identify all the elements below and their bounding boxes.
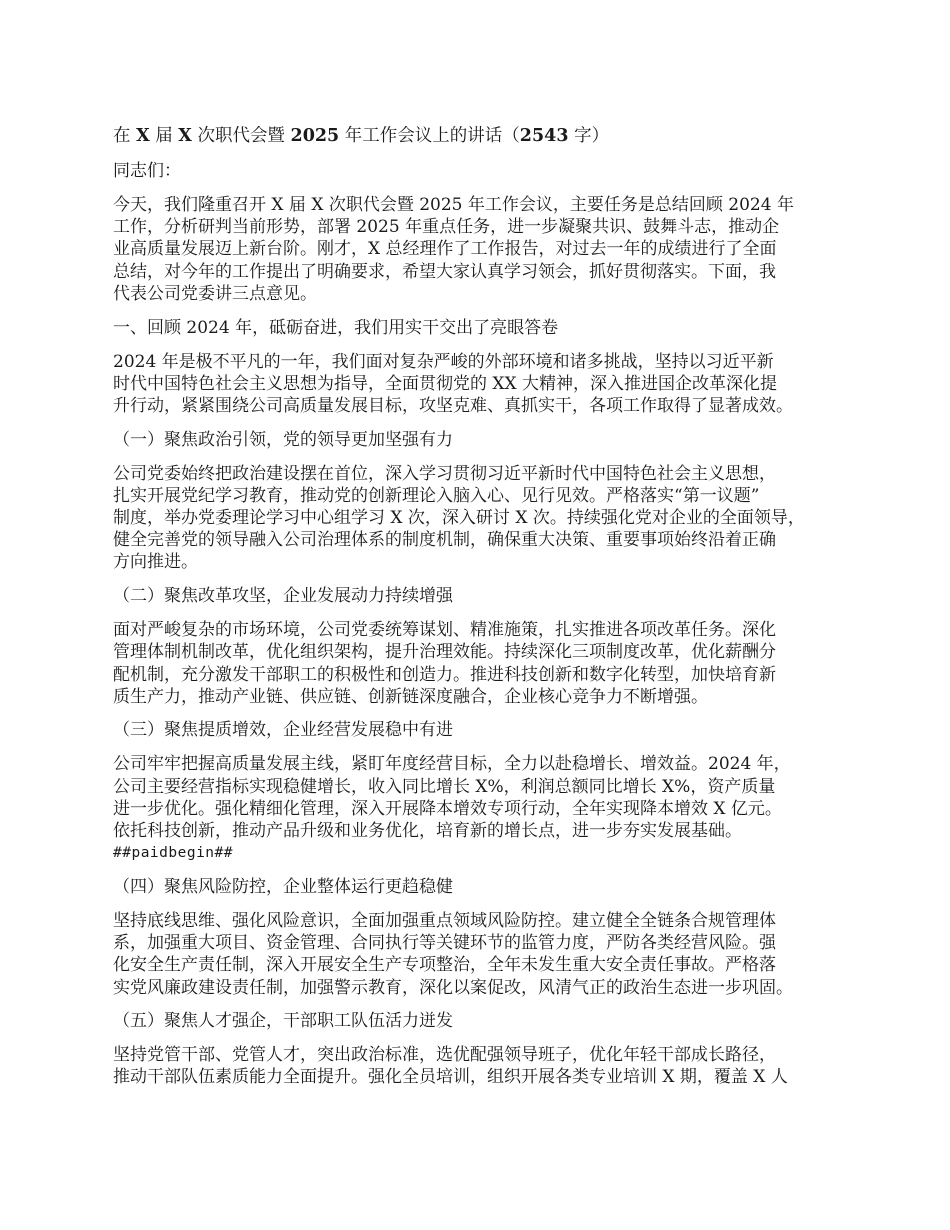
paragraph-line: 公司主要经营指标实现稳健增长，收入同比增长 X%，利润总额同比增长 X%，资产质量 bbox=[113, 776, 776, 797]
intro-paragraph bbox=[113, 194, 861, 305]
paragraph-line: 升行动，紧紧围绕公司高质量发展目标，攻坚克难、真抓实干，各项工作取得了显著成效。 bbox=[113, 395, 793, 416]
paragraph-line: 实党风廉政建设责任制，加强警示教育，深化以案促改，风清气正的政治生态进一步巩固。 bbox=[113, 977, 793, 998]
paragraph-line: 工作，分析研判当前形势，部署 2025 年重点任务，进一步凝聚共识、鼓舞斗志，推动企 bbox=[113, 217, 780, 238]
paragraph-line: 公司牢牢把握高质量发展主线，紧盯年度经营目标，全力以赴稳增长、增效益。2024 年， bbox=[113, 754, 791, 775]
subsection-heading-1: （一）聚焦政治引领，党的领导更加坚强有力 bbox=[113, 429, 453, 450]
subsection-2-paragraph bbox=[113, 619, 861, 708]
subsection-3-paragraph bbox=[113, 753, 861, 864]
subsection-heading-4: （四）聚焦风险防控，企业整体运行更趋稳健 bbox=[113, 876, 453, 897]
paragraph-line: 配机制，充分激发干部职工的积极性和创造力。推进科技创新和数字化转型，加快培育新 bbox=[113, 664, 776, 685]
section-1-paragraph bbox=[113, 351, 861, 418]
title-text: X bbox=[136, 126, 150, 146]
subsection-4-paragraph bbox=[113, 910, 861, 999]
title-text: 次职代会暨 bbox=[191, 126, 291, 146]
paragraph-line: 2024 年是极不平凡的一年，我们面对复杂严峻的外部环境和诸多挑战，坚持以习近平新 bbox=[113, 351, 774, 372]
paragraph-line: 系，加强重大项目、资金管理、合同执行等关键环节的监管力度，严防各类经营风险。强 bbox=[113, 933, 776, 954]
paragraph-line: 代表公司党委讲三点意见。 bbox=[113, 283, 317, 304]
subsection-1-paragraph bbox=[113, 463, 861, 574]
paragraph-line: 公司党委始终把政治建设摆在首位，深入学习贯彻习近平新时代中国特色社会主义思想， bbox=[113, 463, 776, 484]
title-text: 在 bbox=[113, 126, 137, 146]
title-text: 届 bbox=[149, 126, 179, 146]
paragraph-line: 推动干部队伍素质能力全面提升。强化全员培训，组织开展各类专业培训 X 期，覆盖 X 人 bbox=[113, 1067, 788, 1088]
paragraph-line: 进一步优化。强化精细化管理，深入开展降本增效专项行动，全年实现降本增效 X 亿元。 bbox=[113, 798, 782, 819]
paragraph-line: 化安全生产责任制，深入开展安全生产专项整治，全年未发生重大安全责任事故。严格落 bbox=[113, 955, 776, 976]
paragraph-line: 总结，对今年的工作提出了明确要求，希望大家认真学习领会，抓好贯彻落实。下面，我 bbox=[113, 261, 776, 282]
subsection-heading-5: （五）聚焦人才强企，干部职工队伍活力迸发 bbox=[113, 1011, 453, 1032]
document-page bbox=[113, 124, 861, 1099]
paragraph-line: 面对严峻复杂的市场环境，公司党委统筹谋划、精准施策，扎实推进各项改革任务。深化 bbox=[113, 620, 776, 641]
title-text: 字） bbox=[568, 126, 610, 146]
title-year: 2025 bbox=[290, 126, 340, 146]
title-word-count: 2543 bbox=[519, 126, 569, 146]
paragraph-line: 坚持党管干部、党管人才，突出政治标准，选优配强领导班子，优化年轻干部成长路径， bbox=[113, 1045, 776, 1066]
section-heading-1: 一、回顾 2024 年，砥砺奋进，我们用实干交出了亮眼答卷 bbox=[113, 317, 559, 338]
paragraph-line: 扎实开展党纪学习教育，推动党的创新理论入脑入心、见行见效。严格落实“第一议题” bbox=[113, 485, 760, 506]
title-text: X bbox=[178, 126, 192, 146]
subsection-heading-2: （二）聚焦改革攻坚，企业发展动力持续增强 bbox=[113, 586, 453, 607]
salutation: 同志们： bbox=[113, 161, 181, 181]
paragraph-line: 时代中国特色社会主义思想为指导，全面贯彻党的 XX 大精神，深入推进国企改革深化提 bbox=[113, 373, 778, 394]
title-text: 年工作会议上的讲话（ bbox=[339, 126, 520, 146]
paragraph-line: 质生产力，推动产业链、供应链、创新链深度融合，企业核心竞争力不断增强。 bbox=[113, 686, 708, 707]
paragraph-line: 管理体制机制改革，优化组织架构，提升治理效能。持续深化三项制度改革，优化薪酬分 bbox=[113, 642, 776, 663]
paragraph-line: 方向推进。 bbox=[113, 552, 198, 573]
document-title bbox=[113, 124, 861, 148]
paragraph-line: 坚持底线思维、强化风险意识，全面加强重点领域风险防控。建立健全全链条合规管理体 bbox=[113, 910, 776, 931]
subsection-heading-3: （三）聚焦提质增效，企业经营发展稳中有进 bbox=[113, 720, 453, 741]
subsection-5-paragraph bbox=[113, 1044, 861, 1088]
paragraph-line: 健全完善党的领导融入公司治理体系的制度机制，确保重大决策、重要事项始终沿着正确 bbox=[113, 530, 776, 551]
paragraph-line: 业高质量发展迈上新台阶。刚才，X 总经理作了工作报告，对过去一年的成绩进行了全面 bbox=[113, 239, 777, 260]
paid-begin-marker: ##paidbegin## bbox=[113, 845, 233, 862]
paragraph-line: 依托科技创新，推动产品升级和业务优化，培育新的增长点，进一步夯实发展基础。 bbox=[113, 821, 742, 842]
paragraph-line: 制度，举办党委理论学习中心组学习 X 次，深入研讨 X 次。持续强化党对企业的全面领导， bbox=[113, 508, 805, 529]
paragraph-line: 今天，我们隆重召开 X 届 X 次职代会暨 2025 年工作会议，主要任务是总结回顾 2024 年 bbox=[113, 195, 794, 215]
